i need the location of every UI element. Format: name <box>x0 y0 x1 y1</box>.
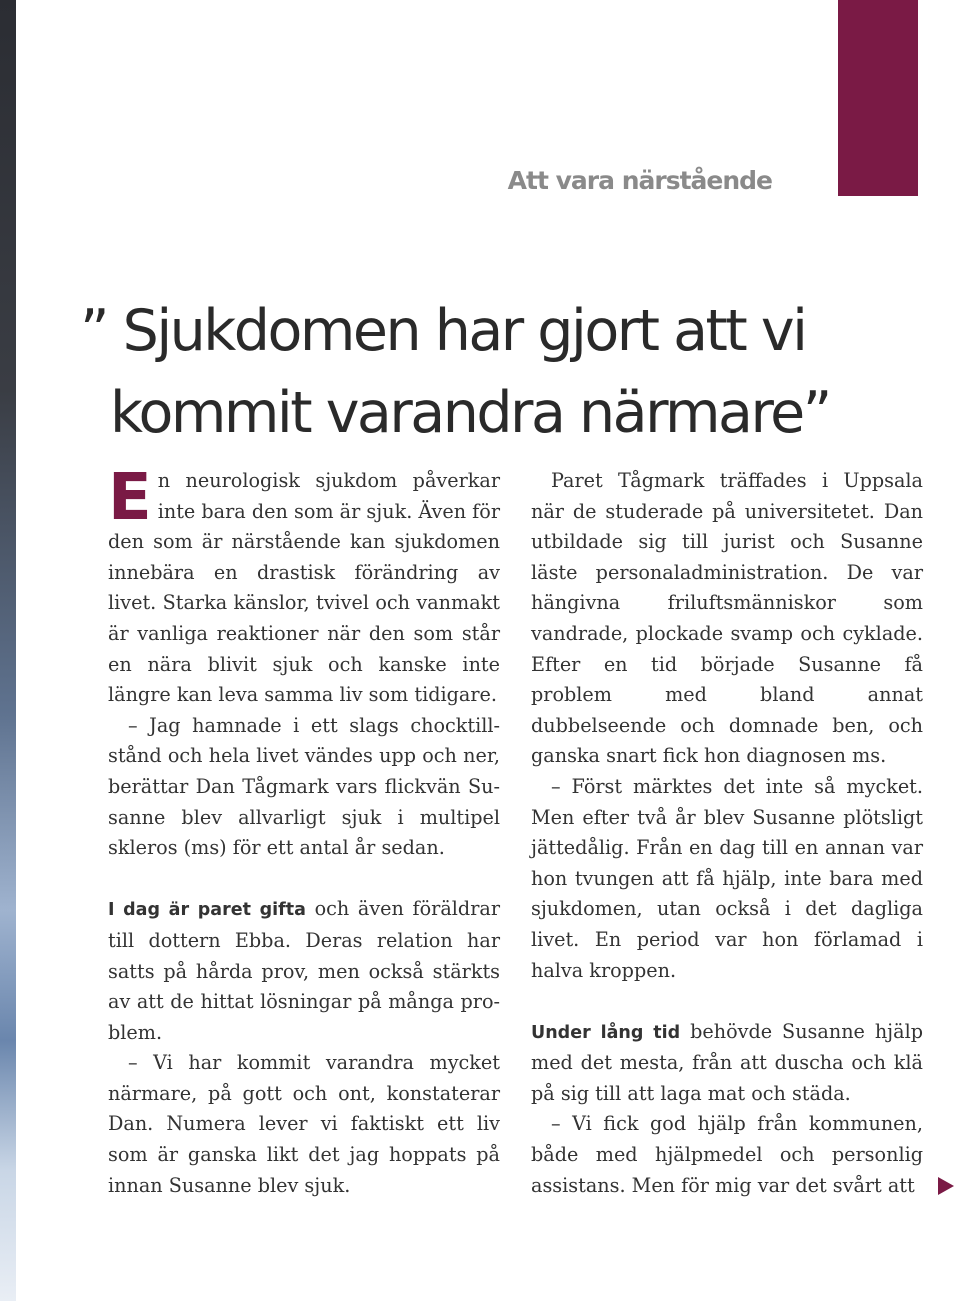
left-photo-strip <box>0 0 16 1301</box>
lead-in: I dag är paret gifta <box>108 900 306 921</box>
accent-bar <box>838 0 918 196</box>
paragraph-with-lead <box>531 1017 923 1110</box>
paragraph: – Vi fick god hjälp från kommunen, både med hjälpmedel och personlig assistans. Men för mig var det svårt att <box>531 1112 923 1197</box>
paragraph-text: och även föräldrar till dottern Ebba. Deras relation har satts på hårda prov, men också stärkts av att de hittat lösningar på många problem. <box>108 897 500 1044</box>
right-column <box>531 466 923 1201</box>
intro-text: n neurologisk sjukdom påverkar inte bara den som är sjuk. Även för den som är närstående kan sjukdomen innebära en drastisk förändring av livet. Starka känslor, tvivel och vanmakt är vanliga reaktioner när den som står en nära blivit sjuk och kanske inte längre kan leva samma liv som tidigare. <box>108 469 500 707</box>
left-column <box>108 461 500 1201</box>
article-headline <box>80 290 940 454</box>
paragraph-text: behövde Susanne hjälp med det mesta, från att duscha och klä på sig till att laga mat och städa. <box>531 1019 923 1105</box>
paragraph: Paret Tågmark träffades i Uppsala när de studerade på universitetet. Dan utbildade sig till jurist och Susanne läste personaladministration. De var hängivna friluftsmänniskor som vandrade, plockade svamp och cyklade. Efter en tid började Susanne få problem med bland annat dubbelseende och domnade ben, och ganska snart fick hon diagnosen ms. <box>531 469 923 768</box>
paragraph: – Jag hamnade i ett slags chocktillstånd och hela livet vändes upp och ner, berättar Dan Tågmark vars flickvän Susanne blev allvarligt sjuk i multipel skleros (ms) för ett antal år sedan. <box>108 713 500 860</box>
paragraph-with-lead <box>108 894 500 1048</box>
headline-line-1: ” Sjukdomen har gjort att vi <box>80 298 806 364</box>
section-label: Att vara närstående <box>507 166 772 195</box>
paragraph: – Först märktes det inte så mycket. Men efter två år blev Susanne plötsligt jättedålig. Från en dag till en annan var hon tvungen att få hjälp, inte bara med sjukdomen, utan också i det dagliga livet. En period var hon förlamad i halva kroppen. <box>531 774 923 982</box>
drop-cap: E <box>108 461 152 535</box>
lead-in: Under lång tid <box>531 1022 681 1043</box>
triangle-right-icon <box>938 1177 954 1195</box>
intro-paragraph <box>108 461 500 711</box>
paragraph: – Vi har kommit varandra mycket närmare, på gott och ont, konstaterar Dan. Numera lever vi faktiskt ett liv som är ganska likt det jag hoppats på innan Susanne blev sjuk. <box>108 1051 500 1197</box>
headline-line-2: kommit varandra närmare” <box>110 380 830 446</box>
